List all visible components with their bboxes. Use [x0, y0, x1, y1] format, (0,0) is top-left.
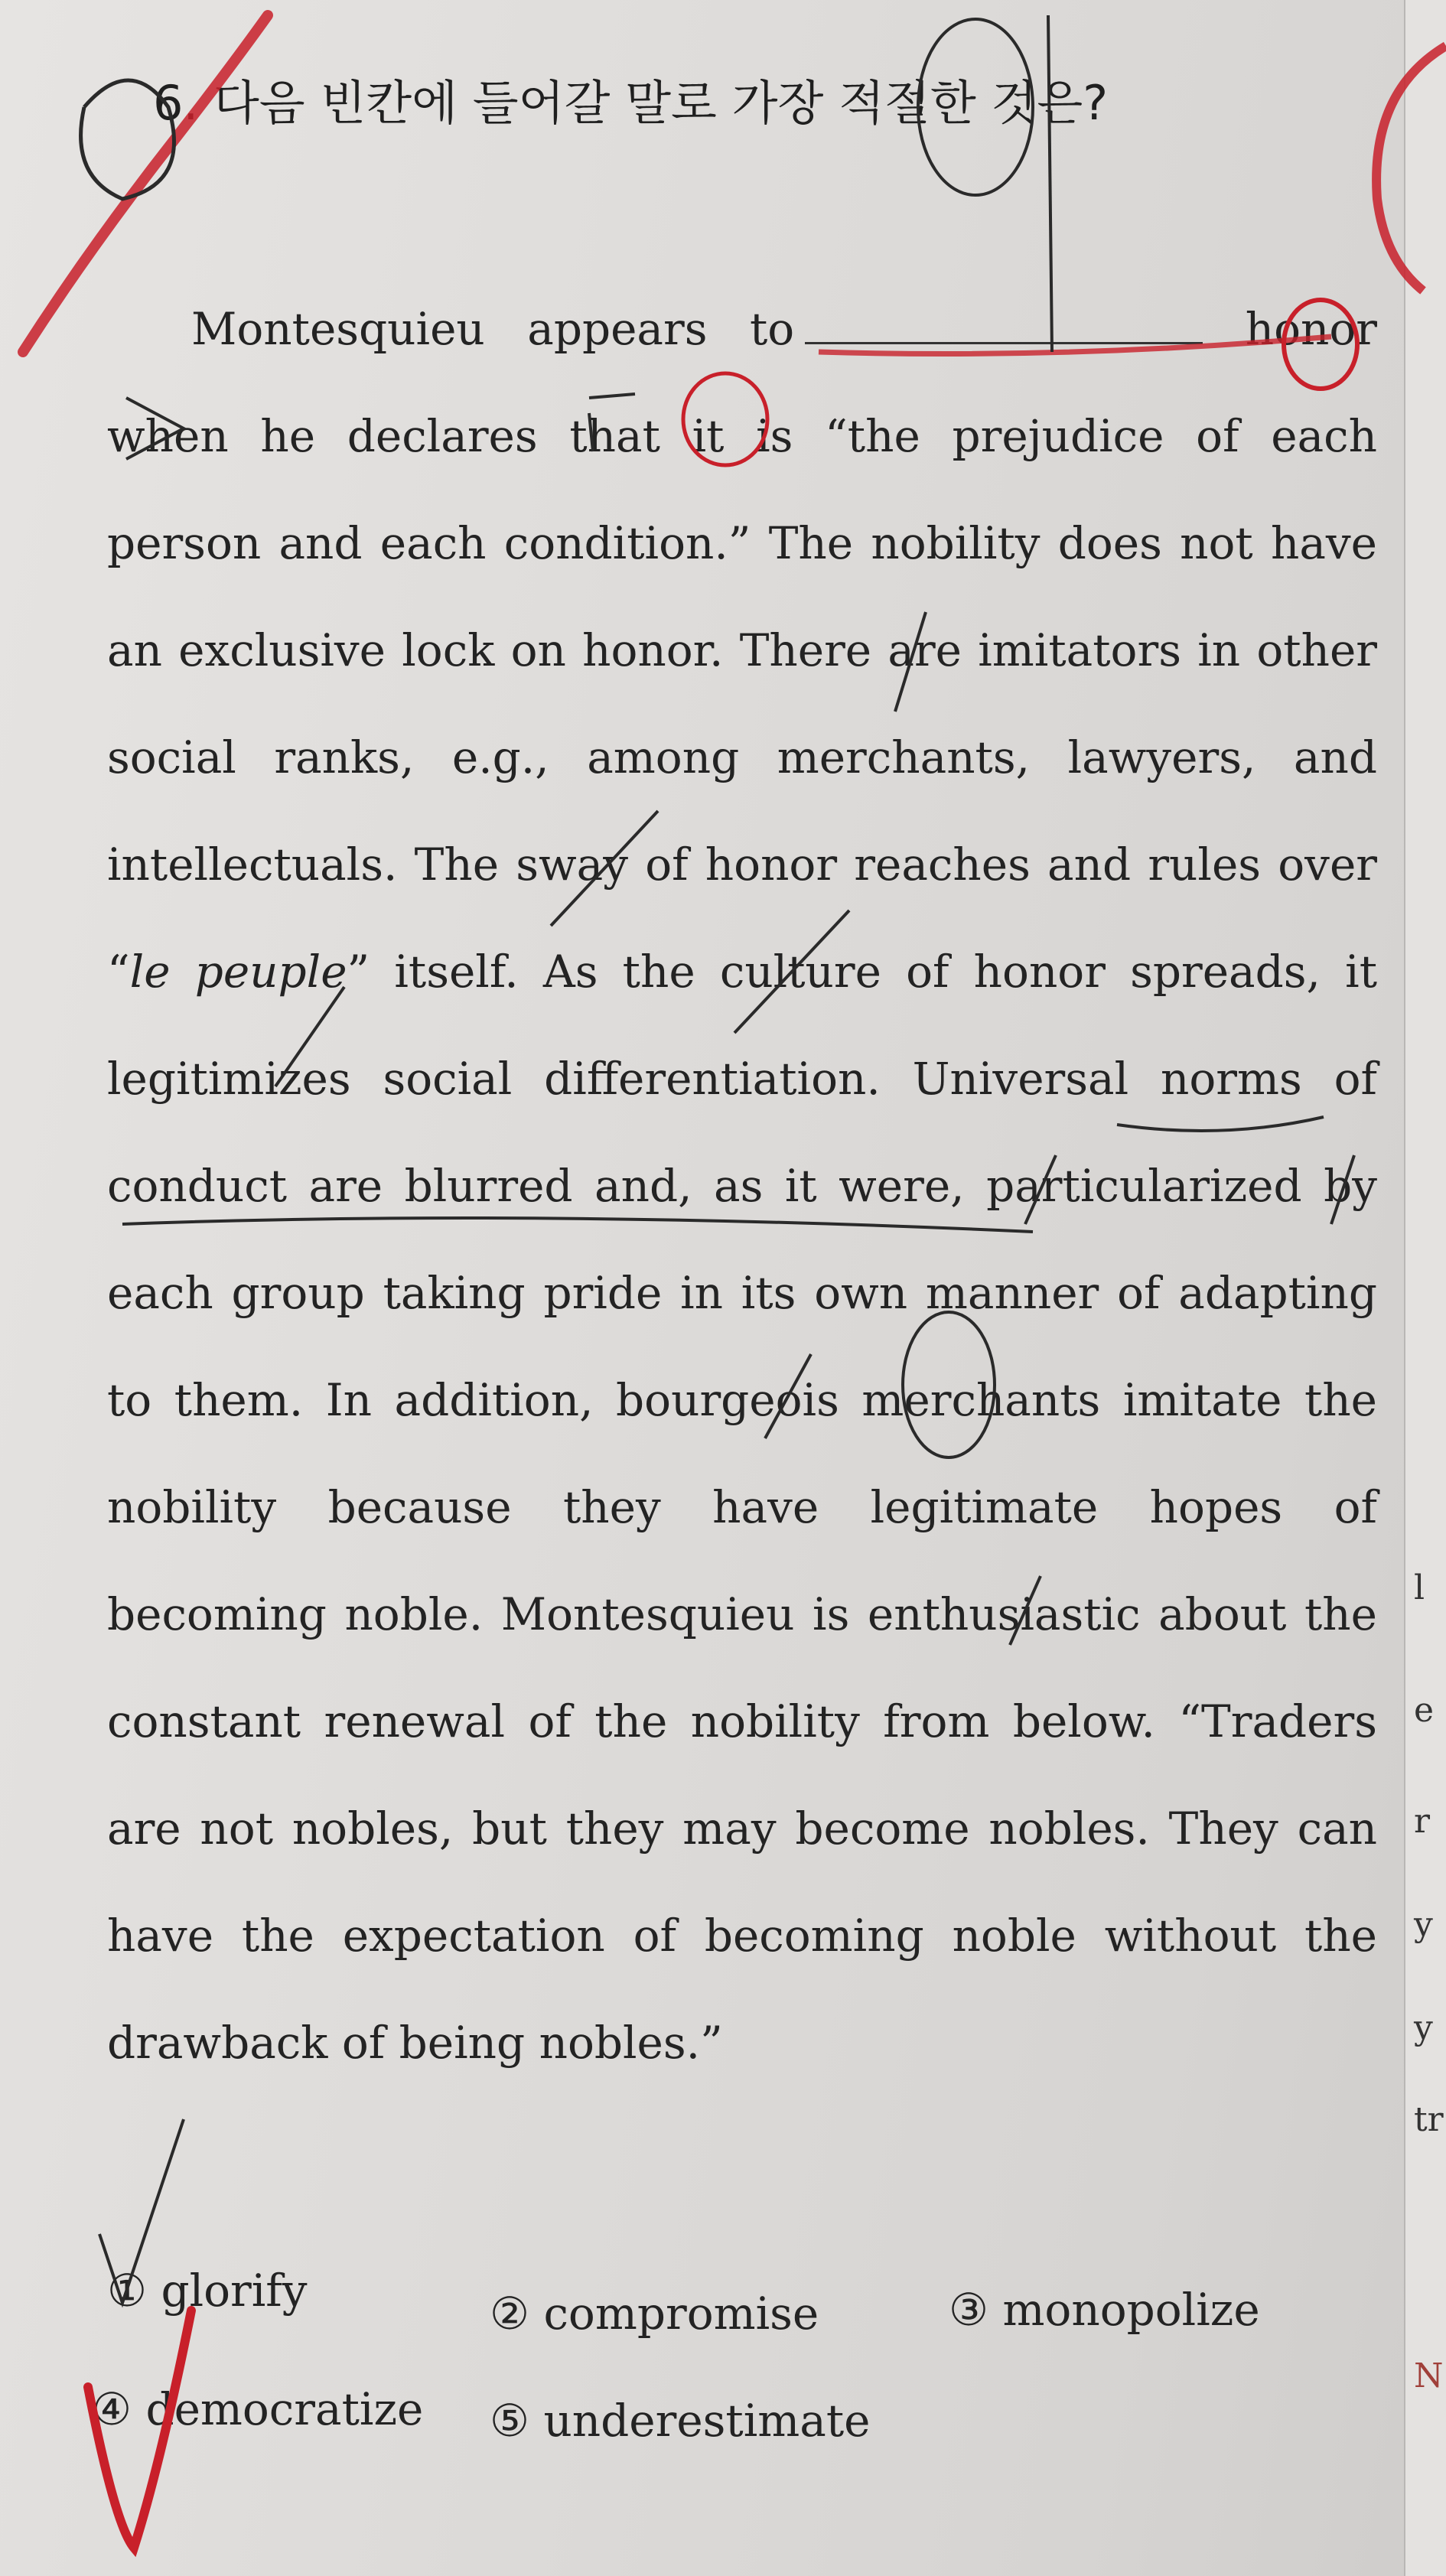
option-text: monopolize — [1002, 2284, 1260, 2336]
option-4[interactable] — [92, 2383, 423, 2435]
option-text: glorify — [161, 2265, 308, 2317]
adjacent-page-letter: e — [1414, 1691, 1435, 1730]
option-number: ① — [107, 2265, 147, 2317]
adjacent-page-letter: l — [1414, 1568, 1425, 1607]
option-text: compromise — [543, 2288, 819, 2340]
option-5[interactable] — [490, 2395, 870, 2447]
option-number: ④ — [92, 2383, 132, 2435]
option-number: ③ — [949, 2284, 988, 2336]
adjacent-page-letter: r — [1414, 1802, 1431, 1841]
passage-text-rest: ” itself. As the culture of honor spreads, it legitimizes social differentiation. Universal norms of conduct are blurred and, as it were, particularized by each group taking pride in its own manner of adapting to them. In addition, bourgeois merchants imitate the nobility because they have legitimate hopes of becoming noble. Montesquieu is enthusiastic about the constant renewal of the nobility from below. “Traders are not nobles, but they may become nobles. They can have the expectation of becoming noble without the drawback of being nobles.” — [107, 946, 1377, 2069]
adjacent-page-letter: y — [1414, 1905, 1433, 1944]
reading-passage — [107, 275, 1377, 2096]
option-text: underestimate — [543, 2395, 871, 2447]
passage-text-after-blank: honor when he declares that it is “the prejudice of each person and each condition.” The nobility does not have an exclusive lock on honor. There are imitators in other social ranks, e.g., among merchants, lawyers, and intellectuals. The sway of honor reaches and rules over “ — [107, 303, 1377, 998]
adjacent-page-letter: y — [1414, 2008, 1433, 2047]
question-number: 6. — [153, 75, 199, 131]
option-2[interactable] — [490, 2288, 819, 2340]
adjacent-page-letter: N — [1414, 2356, 1444, 2395]
option-1[interactable] — [107, 2265, 308, 2317]
italic-phrase: le peuple — [129, 946, 347, 998]
option-3[interactable] — [949, 2284, 1260, 2336]
question-prompt: 다음 빈칸에 들어갈 말로 가장 적절한 것은? — [213, 75, 1109, 131]
option-number: ② — [490, 2288, 529, 2340]
answer-blank — [805, 342, 1203, 344]
adjacent-page-edge — [1404, 0, 1446, 2576]
adjacent-page-letter: tr — [1414, 2100, 1444, 2139]
question-header — [153, 65, 1108, 133]
option-text: democratize — [145, 2383, 424, 2435]
option-number: ⑤ — [490, 2395, 529, 2447]
passage-text-start: Montesquieu appears to — [191, 303, 795, 355]
